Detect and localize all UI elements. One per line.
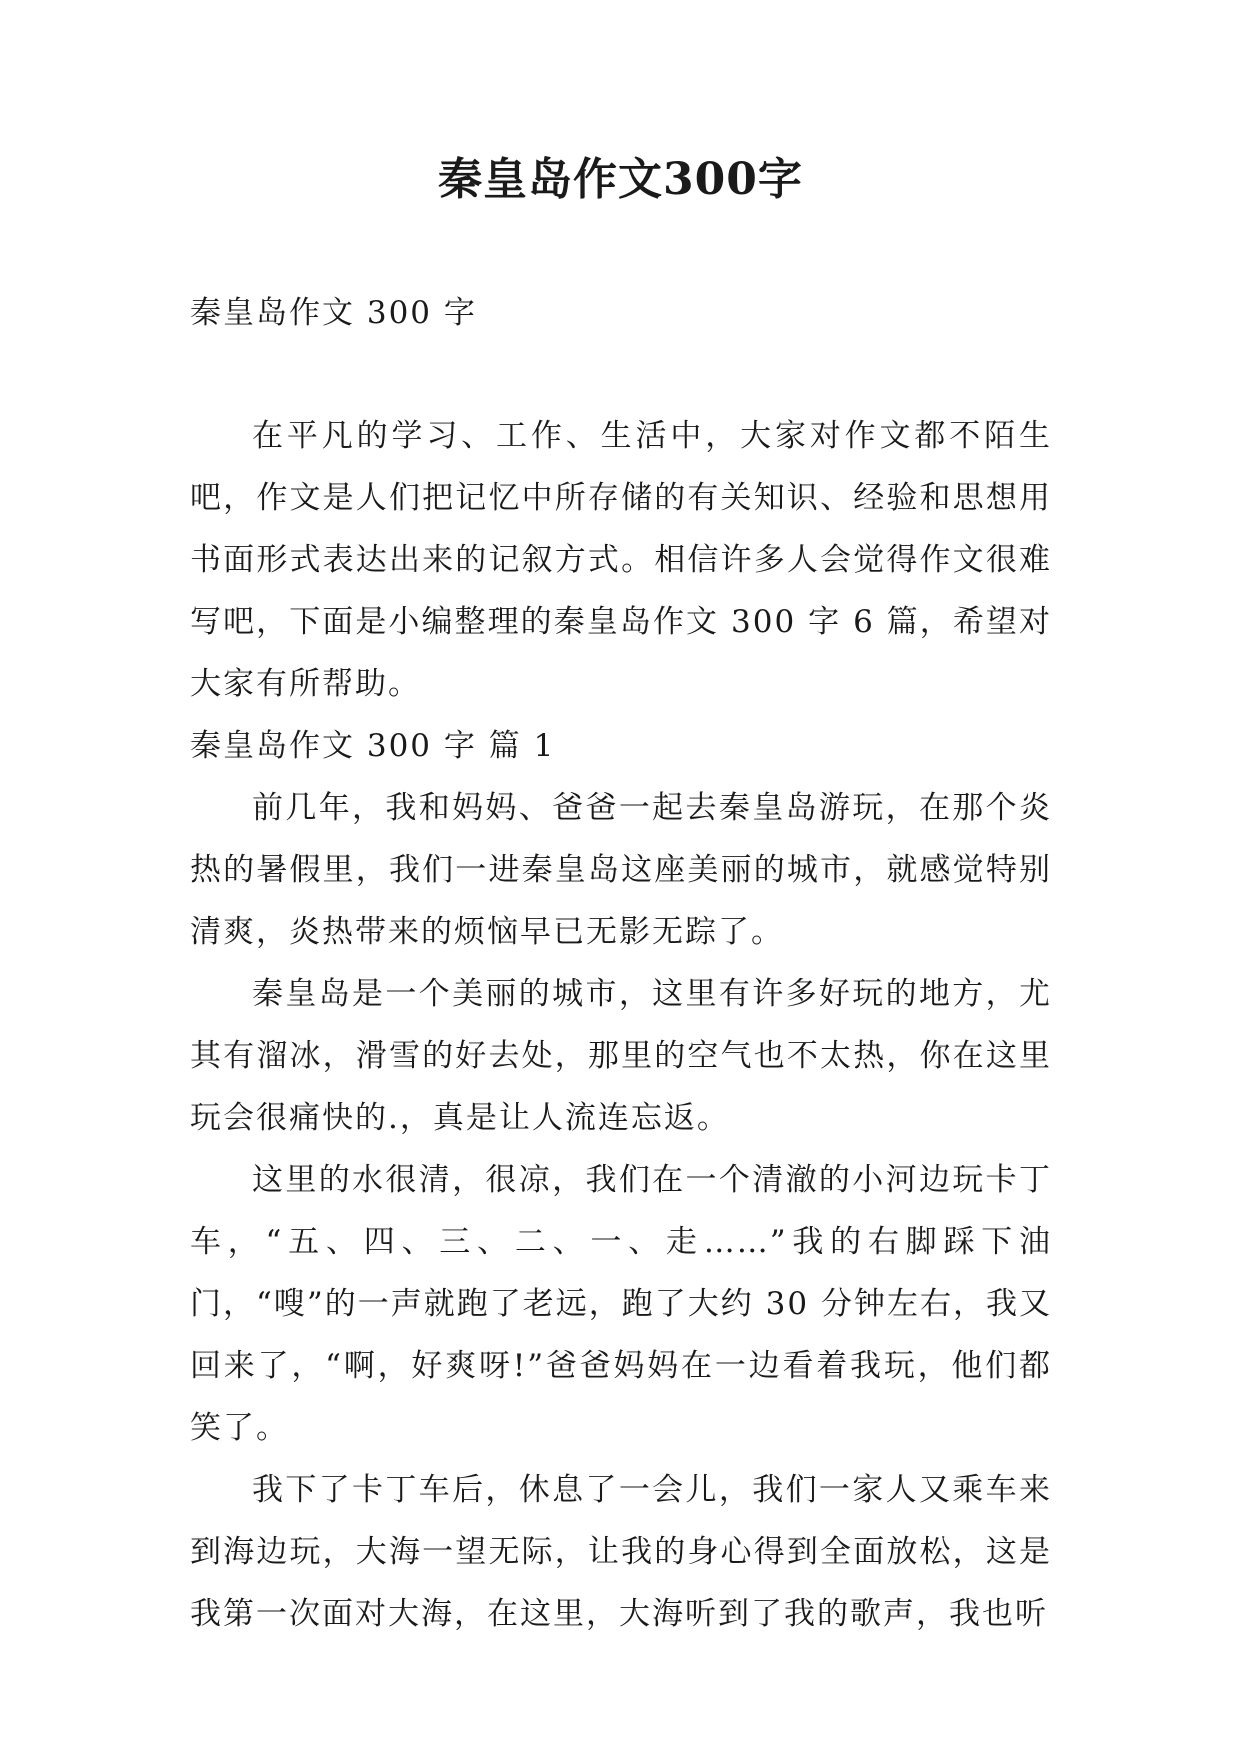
body-paragraph-3: 这里的水很清，很凉，我们在一个清澈的小河边玩卡丁车，“五、四、三、二、一、走……”我的右脚踩下油门，“嗖”的一声就跑了老远，跑了大约 30 分钟左右，我又回来了，“啊，好爽呀!”爸爸妈妈在一边看着我玩，他们都笑了。 [190, 1162, 1052, 1446]
body-paragraph-1: 前几年，我和妈妈、爸爸一起去秦皇岛游玩，在那个炎热的暑假里，我们一进秦皇岛这座美丽的城市，就感觉特别清爽，炎热带来的烦恼早已无影无踪了。 [190, 790, 1052, 950]
document-body [190, 405, 1052, 1645]
document-subtitle: 秦皇岛作文 300 字 [190, 295, 477, 331]
document-title: 秦皇岛作文300字 [438, 154, 803, 205]
body-paragraph-2: 秦皇岛是一个美丽的城市，这里有许多好玩的地方，尤其有溜冰，滑雪的好去处，那里的空气也不太热，你在这里玩会很痛快的.，真是让人流连忘返。 [190, 976, 1052, 1136]
section-heading: 秦皇岛作文 300 字 篇 1 [190, 728, 556, 764]
body-paragraph-4: 我下了卡丁车后，休息了一会儿，我们一家人又乘车来到海边玩，大海一望无际，让我的身心得到全面放松，这是我第一次面对大海，在这里，大海听到了我的歌声，我也听 [190, 1472, 1052, 1632]
intro-paragraph: 在平凡的学习、工作、生活中，大家对作文都不陌生吧，作文是人们把记忆中所存储的有关知识、经验和思想用书面形式表达出来的记叙方式。相信许多人会觉得作文很难写吧，下面是小编整理的秦皇岛作文 300 字 6 篇，希望对大家有所帮助。 [190, 418, 1052, 702]
